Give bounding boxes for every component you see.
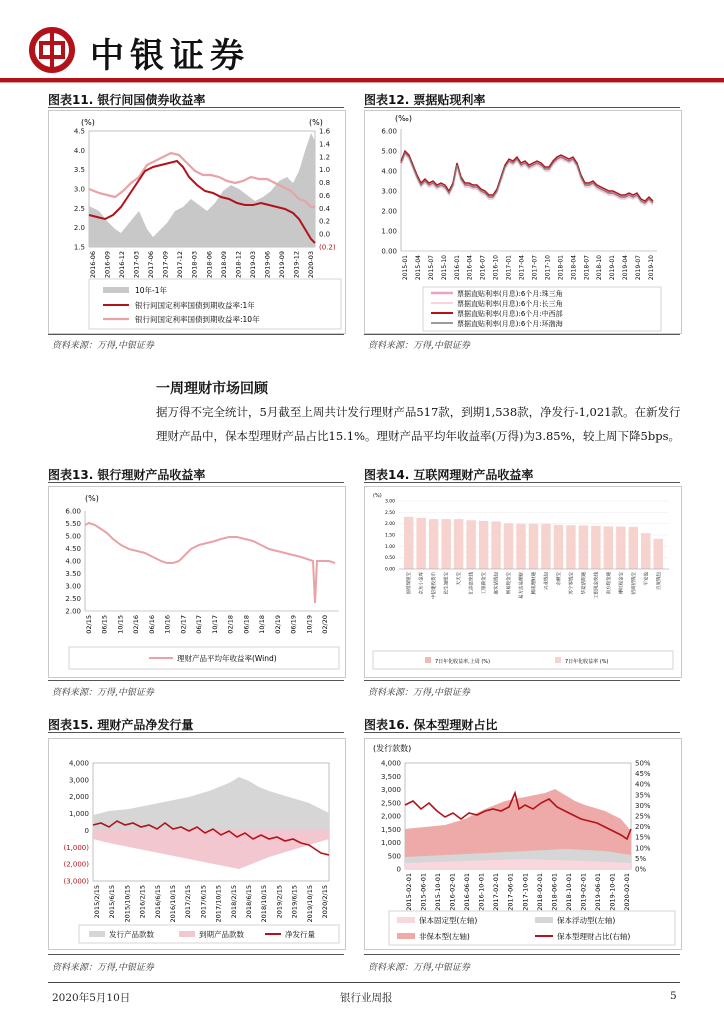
chart11-legend-10y: 银行间国定利率国债到期收益率:10年	[135, 315, 260, 324]
chart16-legend-2: 非保本型(左轴)	[419, 932, 470, 941]
brand-logo	[26, 26, 286, 74]
chart16-x-tick-1: 2015-06-01	[419, 873, 428, 911]
chart14-x-label-16: 南方现金通	[606, 572, 612, 595]
chart16-x-tick-5: 2016-10-01	[477, 873, 486, 911]
chart16-yl-tick-7: 500	[387, 852, 401, 861]
chart15-x-tick-0: 2015/2/15	[93, 885, 101, 919]
chart15-y-tick-3: 1,000	[68, 810, 89, 819]
chart13-title-rule	[48, 482, 344, 483]
chart14-y-tick-4: 1.00	[384, 544, 395, 550]
chart12-x-tick-1: 2015-04	[414, 255, 422, 281]
chart11-x-tick-8: 2018-06	[205, 251, 214, 279]
footer-report-name: 银行业周报	[340, 992, 393, 1004]
chart16-legend-1: 保本浮动型(左轴)	[557, 916, 616, 925]
header-rule-thin	[0, 82, 724, 83]
chart15-x-tick-4: 2016/6/15	[153, 885, 162, 919]
chart11-x-tick-4: 2017-06	[147, 251, 156, 279]
chart15-y-tick-5: (1,000)	[63, 843, 89, 852]
chart12-x-tick-6: 2016-07	[479, 255, 487, 281]
chart14-legend-1: 7日年化收益率 (%)	[565, 659, 609, 665]
chart12-x-tick-4: 2016-01	[453, 255, 461, 281]
chart12-x-tick-10: 2017-07	[531, 255, 539, 281]
chart14-source-rule	[364, 680, 680, 681]
chart14-y-tick-2: 2.00	[384, 522, 395, 528]
chart11-x-tick-12: 2019-06	[263, 251, 272, 279]
chart16-yl-tick-6: 1,000	[380, 839, 401, 847]
chart14-bar-10	[529, 524, 538, 569]
chart13-x-tick-12: 02/19	[273, 615, 282, 634]
chart16-yl-tick-0: 4,000	[380, 759, 401, 768]
chart16-panel	[364, 738, 682, 950]
chart13-x-tick-8: 10/17	[210, 615, 219, 634]
chart13-y-tick-7: 2.50	[65, 595, 81, 603]
chart11-x-tick-0: 2016-06	[89, 251, 97, 279]
chart11-yr-tick-7: 0.2	[319, 217, 331, 226]
chart12-legend-3: 票据直贴利率(月息):6个月:环渤海	[457, 320, 563, 328]
chart16-x-tick-7: 2017-06-01	[506, 873, 515, 911]
chart16-yr-tick-3: 35%	[635, 791, 651, 800]
chart12-y-tick-5: 1.00	[381, 227, 397, 236]
chart16-yl-tick-5: 1,500	[380, 825, 401, 834]
chart13-yield-line	[85, 523, 335, 603]
chart14-bar-20	[654, 539, 663, 569]
chart13-x-tick-7: 06/17	[195, 615, 204, 634]
chart16-yr-tick-5: 25%	[635, 812, 651, 821]
chart13-x-tick-5: 10/16	[163, 615, 172, 634]
chart16-x-tick-10: 2018-06-01	[550, 873, 559, 911]
chart13-y-tick-4: 4.00	[65, 557, 81, 566]
chart11-yr-tick-2: 1.2	[319, 153, 331, 162]
chart14-x-label-11: 兴业钱包	[544, 572, 550, 590]
chart16-x-tick-12: 2019-02-01	[579, 873, 588, 911]
chart14-bar-1	[416, 518, 425, 569]
chart13-x-tick-14: 10/19	[305, 615, 314, 634]
chart16-x-tick-14: 2019-10-01	[608, 873, 617, 911]
chart14-bar-19	[641, 533, 650, 569]
chart14-bar-6	[479, 521, 488, 569]
chart12-y-tick-2: 4.00	[381, 167, 397, 176]
chart13-y-tick-8: 2.00	[65, 607, 81, 616]
chart11-title-rule	[48, 107, 344, 108]
chart16-yr-tick-8: 10%	[635, 844, 651, 853]
chart12-x-tick-3: 2015-10	[440, 255, 448, 281]
chart11-x-tick-15: 2020-03	[307, 251, 315, 279]
chart15-x-tick-13: 2019/6/15	[290, 885, 299, 919]
chart11-source-rule	[48, 334, 344, 335]
footer-date: 2020年5月10日	[52, 992, 131, 1004]
section-paragraph: 据万得不完全统计，5月截至上周共计发行理财产品517款，到期1,538款，净发行-1,021款。在新发行理财产品中，保本型理财产品占比15.1%。理财产品平均年收益率(万得)为3.85%，较上周下降5bps。	[156, 405, 681, 443]
chart13-x-tick-15: 02/20	[321, 615, 329, 634]
chart15-x-tick-12: 2019/2/15	[275, 885, 284, 919]
chart11-svg	[49, 111, 345, 333]
chart15-legend-0: 发行产品款数	[109, 930, 154, 939]
chart12-svg	[365, 111, 681, 333]
chart16-x-tick-6: 2017-02-01	[492, 873, 501, 911]
chart15-x-tick-11: 2018/10/15	[260, 885, 269, 923]
chart15-title-rule	[48, 732, 344, 733]
chart12-x-tick-0: 2015-01	[402, 255, 409, 281]
chart12-panel	[364, 110, 682, 334]
chart16-title: 图表16. 保本型理财占比	[364, 718, 498, 732]
chart13-panel	[48, 486, 346, 678]
chart14-x-label-13: 苏宁零钱宝	[569, 572, 575, 595]
chart15-y-tick-7: (3,000)	[63, 877, 89, 886]
chart11-yl-tick-6: 1.5	[73, 243, 85, 252]
chart14-bar-3	[441, 519, 450, 569]
chart15-x-tick-1: 2015/6/15	[108, 885, 117, 919]
chart16-yl-tick-1: 3,500	[380, 772, 401, 781]
chart13-x-tick-0: 02/15	[85, 615, 93, 634]
chart13-title: 图表13. 银行理财产品收益率	[48, 468, 206, 482]
chart16-x-tick-9: 2018-02-01	[535, 873, 544, 911]
chart11-yr-tick-3: 1.0	[319, 166, 331, 175]
chart12-source-rule	[364, 334, 680, 335]
chart11-yr-tick-1: 1.4	[319, 140, 331, 149]
chart14-x-label-14: 华夏活期通	[581, 572, 587, 595]
chart12-unit: (‰)	[395, 114, 412, 123]
chart11-panel	[48, 110, 346, 334]
chart11-x-tick-10: 2018-12	[234, 251, 243, 279]
chart12-source: 资料来源：万得,中银证券	[368, 341, 470, 351]
chart12-y-tick-0: 6.00	[381, 127, 397, 136]
chart12-x-tick-16: 2019-01	[609, 255, 617, 281]
chart15-y-tick-2: 2,000	[68, 793, 89, 802]
chart14-x-label-2: 中信建投货币	[432, 572, 438, 599]
chart13-source-rule	[48, 680, 344, 681]
chart13-y-tick-1: 5.50	[65, 520, 81, 528]
chart12-y-tick-6: 0.00	[381, 247, 397, 256]
chart14-x-label-18: 招商招钱宝	[631, 572, 637, 595]
chart14-y-tick-0: 3.00	[384, 499, 395, 505]
footer-page-number: 5	[670, 990, 677, 1002]
chart14-bar-7	[491, 521, 500, 569]
chart15-x-tick-6: 2017/2/15	[184, 885, 193, 919]
chart12-x-tick-15: 2018-10	[596, 255, 604, 281]
chart13-x-tick-10: 06/18	[242, 615, 251, 634]
chart11-yr-tick-6: 0.4	[319, 204, 331, 213]
chart13-legend-0: 理财产品平均年收益率(Wind)	[177, 654, 277, 663]
chart14-bar-0	[404, 517, 413, 569]
chart14-bar-8	[504, 523, 513, 569]
chart13-y-tick-3: 4.50	[65, 545, 81, 553]
chart11-yr-tick-9: (0.2)	[319, 243, 336, 252]
chart14-bar-4	[454, 519, 463, 569]
chart11-x-tick-13: 2019-09	[277, 251, 286, 279]
chart14-bar-9	[516, 524, 525, 569]
chart14-bar-17	[616, 527, 625, 569]
chart13-x-tick-6: 02/17	[179, 615, 188, 634]
chart14-legend-swatch-0	[425, 657, 431, 663]
chart14-bar-14	[579, 525, 588, 569]
chart14-svg	[365, 487, 681, 677]
chart11-x-tick-6: 2017-12	[176, 251, 185, 279]
chart14-x-label-3: 民生加银宝	[444, 572, 450, 595]
chart14-legend-box	[373, 651, 673, 669]
chart11-yr-tick-5: 0.6	[319, 191, 331, 200]
chart12-x-tick-9: 2017-04	[518, 255, 526, 281]
chart14-y-tick-5: 0.50	[384, 556, 395, 562]
chart15-y-tick-4: 0	[84, 826, 89, 835]
chart15-title: 图表15. 理财产品净发行量	[48, 718, 194, 732]
chart12-x-tick-2: 2015-07	[427, 255, 435, 281]
chart11-left-unit: (%)	[81, 118, 95, 127]
chart16-yl-tick-3: 2,500	[380, 799, 401, 808]
chart12-title-rule	[364, 107, 680, 108]
chart13-x-tick-3: 02/16	[132, 615, 141, 634]
chart14-x-label-20: 百度钱包	[656, 572, 662, 590]
chart14-x-label-1: 京东小金库	[419, 572, 425, 595]
chart16-yl-tick-4: 2,000	[380, 812, 401, 821]
chart11-yl-tick-2: 3.5	[73, 166, 85, 175]
bank-of-china-logo-icon	[26, 26, 82, 74]
chart16-x-tick-3: 2016-02-01	[448, 873, 457, 911]
chart16-x-tick-0: 2015-02-01	[405, 873, 413, 911]
chart16-x-tick-13: 2019-06-01	[593, 873, 602, 911]
chart13-x-tick-2: 10/15	[116, 615, 125, 634]
chart11-x-tick-1: 2016-09	[103, 251, 112, 279]
chart11-legend-swatch-spread	[103, 287, 129, 293]
chart11-x-tick-2: 2016-12	[118, 251, 127, 279]
chart16-yr-tick-1: 45%	[635, 770, 651, 779]
section-title: 一周理财市场回顾	[156, 381, 268, 397]
chart16-legend-swatch-0	[397, 917, 415, 923]
chart16-x-tick-11: 2018-10-01	[564, 873, 573, 911]
chart12-x-tick-12: 2018-01	[557, 255, 565, 281]
chart11-yr-tick-8: 0.0	[319, 230, 331, 239]
chart14-y-tick-6: 0.00	[384, 567, 395, 573]
chart11-x-tick-11: 2019-03	[248, 251, 257, 279]
chart16-yl-tick-2: 3,000	[380, 786, 401, 794]
chart13-source: 资料来源：万得,中银证券	[52, 688, 154, 698]
chart12-x-tick-13: 2018-04	[570, 255, 578, 281]
chart12-title: 图表12. 票据贴现利率	[364, 93, 486, 107]
chart15-x-tick-3: 2016/2/15	[138, 885, 147, 919]
chart13-x-tick-11: 10/18	[258, 615, 267, 634]
chart13-y-tick-0: 6.00	[65, 507, 81, 516]
chart14-bar-15	[591, 526, 600, 569]
chart14-panel	[364, 486, 682, 678]
chart12-x-tick-19: 2019-10	[648, 255, 655, 281]
chart15-x-tick-14: 2019/10/15	[305, 885, 314, 923]
chart14-title: 图表14. 互联网理财产品收益率	[364, 468, 534, 482]
chart14-bar-18	[629, 527, 638, 569]
chart16-title-rule	[364, 732, 680, 733]
chart14-x-label-12: 余额宝	[556, 572, 562, 586]
chart14-x-label-5: 汇添富快钱	[469, 572, 475, 595]
chart15-legend-1: 到期产品款数	[199, 930, 244, 939]
chart12-y-tick-4: 2.00	[381, 207, 397, 216]
chart14-x-label-9: 易方达易理财	[519, 572, 525, 599]
chart16-x-tick-15: 2020-02-01	[623, 873, 631, 911]
chart16-x-tick-8: 2017-10-01	[521, 873, 530, 911]
chart11-yl-tick-0: 4.5	[73, 127, 85, 136]
chart11-legend-spread: 10年-1年	[135, 286, 168, 295]
chart15-x-tick-2: 2015/10/15	[123, 885, 132, 923]
chart11-yl-tick-3: 3.0	[73, 185, 85, 194]
chart12-x-tick-7: 2016-10	[492, 255, 500, 281]
chart11-right-unit: (%)	[309, 118, 323, 127]
chart16-yr-tick-6: 20%	[635, 823, 651, 832]
chart14-bar-2	[429, 519, 438, 569]
chart12-legend-0: 票据直贴利率(月息):6个月:珠三角	[457, 290, 563, 298]
chart15-issued-area	[93, 777, 329, 829]
chart14-bar-11	[541, 524, 550, 569]
chart16-yr-tick-9: 5%	[635, 854, 647, 863]
chart12-legend-2: 票据直贴利率(月息):6个月:中西部	[457, 310, 563, 318]
chart16-yr-tick-0: 50%	[635, 759, 651, 768]
chart13-x-tick-9: 02/18	[226, 615, 235, 634]
chart11-source: 资料来源：万得,中银证券	[52, 341, 154, 351]
chart12-x-tick-5: 2016-04	[466, 255, 474, 281]
chart15-legend-swatch-0	[89, 931, 105, 937]
chart14-legend-0: 7日年化收益率,上周 (%)	[435, 659, 491, 665]
chart15-legend-2: 净发行量	[285, 930, 315, 939]
chart15-source: 资料来源：万得,中银证券	[52, 963, 154, 973]
chart15-x-tick-7: 2017/6/15	[199, 885, 208, 919]
chart16-yr-tick-10: 0%	[635, 865, 647, 874]
chart16-legend-swatch-1	[535, 917, 553, 923]
chart14-x-label-8: 网易现金宝	[507, 572, 513, 595]
chart14-x-label-6: 工银薪金宝	[482, 572, 488, 595]
chart11-x-tick-5: 2017-09	[161, 251, 170, 279]
chart11-yl-tick-4: 2.5	[73, 204, 85, 213]
chart16-yr-tick-7: 15%	[635, 833, 651, 842]
chart11-x-tick-7: 2018-03	[190, 251, 199, 279]
chart11-title: 图表11. 银行间国债券收益率	[48, 93, 206, 107]
chart13-y-tick-6: 3.00	[65, 582, 81, 591]
chart14-legend-swatch-1	[555, 657, 561, 663]
chart15-x-tick-5: 2016/10/15	[169, 885, 177, 923]
chart13-y-tick-2: 5.00	[65, 532, 81, 541]
chart11-x-tick-3: 2017-03	[132, 251, 141, 279]
chart13-x-tick-1: 06/15	[100, 615, 109, 634]
chart14-bar-5	[466, 520, 475, 569]
chart15-legend-swatch-1	[179, 931, 195, 937]
chart15-y-tick-0: 4,000	[68, 759, 89, 768]
chart16-legend-swatch-2	[397, 933, 415, 939]
chart14-source: 资料来源：万得,中银证券	[368, 688, 470, 698]
chart15-y-tick-6: (2,000)	[63, 860, 89, 869]
chart11-legend-1y: 银行间国定利率国债到期收益率:1年	[135, 301, 255, 310]
chart12-legend-1: 票据直贴利率(月息):6个月:长三角	[457, 300, 563, 308]
chart14-x-label-17: 博时现金宝	[619, 572, 625, 595]
chart16-legend-3: 保本型理财占比(右轴)	[557, 932, 631, 941]
chart11-yr-tick-4: 0.8	[319, 179, 331, 188]
brand-name: 中银证券	[90, 36, 250, 76]
chart12-x-tick-11: 2017-10	[544, 255, 552, 281]
chart16-legend-0: 保本固定型(左轴)	[419, 916, 478, 925]
chart15-x-tick-15: 2020/2/15	[321, 885, 329, 919]
chart16-unit: (发行款数)	[373, 744, 412, 753]
chart12-y-tick-1: 5.00	[381, 147, 397, 156]
chart15-x-tick-10: 2018/6/15	[245, 885, 253, 919]
chart11-x-tick-9: 2018-09	[219, 251, 228, 279]
chart12-x-tick-8: 2017-01	[505, 255, 513, 281]
chart14-bar-16	[604, 526, 613, 569]
chart16-yl-tick-8: 0	[396, 865, 401, 874]
chart15-x-tick-8: 2017/10/15	[214, 885, 223, 923]
chart14-unit: (%)	[373, 493, 382, 499]
chart16-yr-tick-2: 40%	[635, 780, 651, 789]
chart15-panel	[48, 738, 346, 950]
chart14-x-label-10: 腾讯理财通	[532, 572, 537, 595]
chart14-x-label-4: 天天宝	[457, 572, 463, 586]
chart14-x-label-15: 工银现金快线	[594, 572, 600, 599]
chart12-y-tick-3: 3.00	[381, 187, 397, 196]
chart15-matured-area	[93, 829, 329, 869]
chart12-x-tick-17: 2019-04	[622, 255, 630, 281]
footer-rule	[48, 982, 680, 983]
chart15-svg	[49, 739, 345, 949]
chart14-y-tick-3: 1.50	[384, 533, 395, 539]
chart13-y-tick-5: 3.50	[65, 570, 81, 578]
chart13-x-tick-13: 06/19	[289, 615, 298, 634]
chart15-y-tick-1: 3,000	[68, 776, 89, 785]
chart16-x-tick-2: 2015-10-01	[434, 873, 443, 911]
chart13-x-tick-4: 06/16	[147, 615, 156, 634]
chart14-x-label-7: 嘉实活钱包	[494, 572, 500, 595]
chart14-x-label-0: 国投瑞银宝	[407, 572, 413, 595]
chart14-bar-12	[554, 525, 563, 569]
chart11-yl-tick-1: 4.0	[73, 146, 85, 155]
chart14-title-rule	[364, 482, 680, 483]
chart14-bar-13	[566, 525, 575, 569]
chart15-x-tick-9: 2018/2/15	[229, 885, 238, 919]
chart11-yl-tick-5: 2.0	[73, 224, 85, 233]
chart11-x-tick-14: 2019-12	[292, 251, 301, 279]
chart13-unit: (%)	[85, 494, 99, 503]
chart14-y-tick-1: 2.50	[384, 510, 395, 516]
chart14-x-label-19: 平安盈	[644, 572, 650, 586]
chart16-x-tick-4: 2016-06-01	[463, 873, 472, 911]
chart13-svg	[49, 487, 345, 677]
chart12-x-tick-14: 2018-07	[583, 255, 591, 281]
chart12-x-tick-18: 2019-07	[635, 255, 643, 281]
chart16-source: 资料来源：万得,中银证券	[368, 963, 470, 973]
chart16-yr-tick-4: 30%	[635, 801, 651, 810]
chart11-yr-tick-0: 1.6	[319, 127, 331, 136]
chart15-source-rule	[48, 954, 344, 955]
chart16-svg	[365, 739, 681, 949]
chart16-source-rule	[364, 954, 680, 955]
